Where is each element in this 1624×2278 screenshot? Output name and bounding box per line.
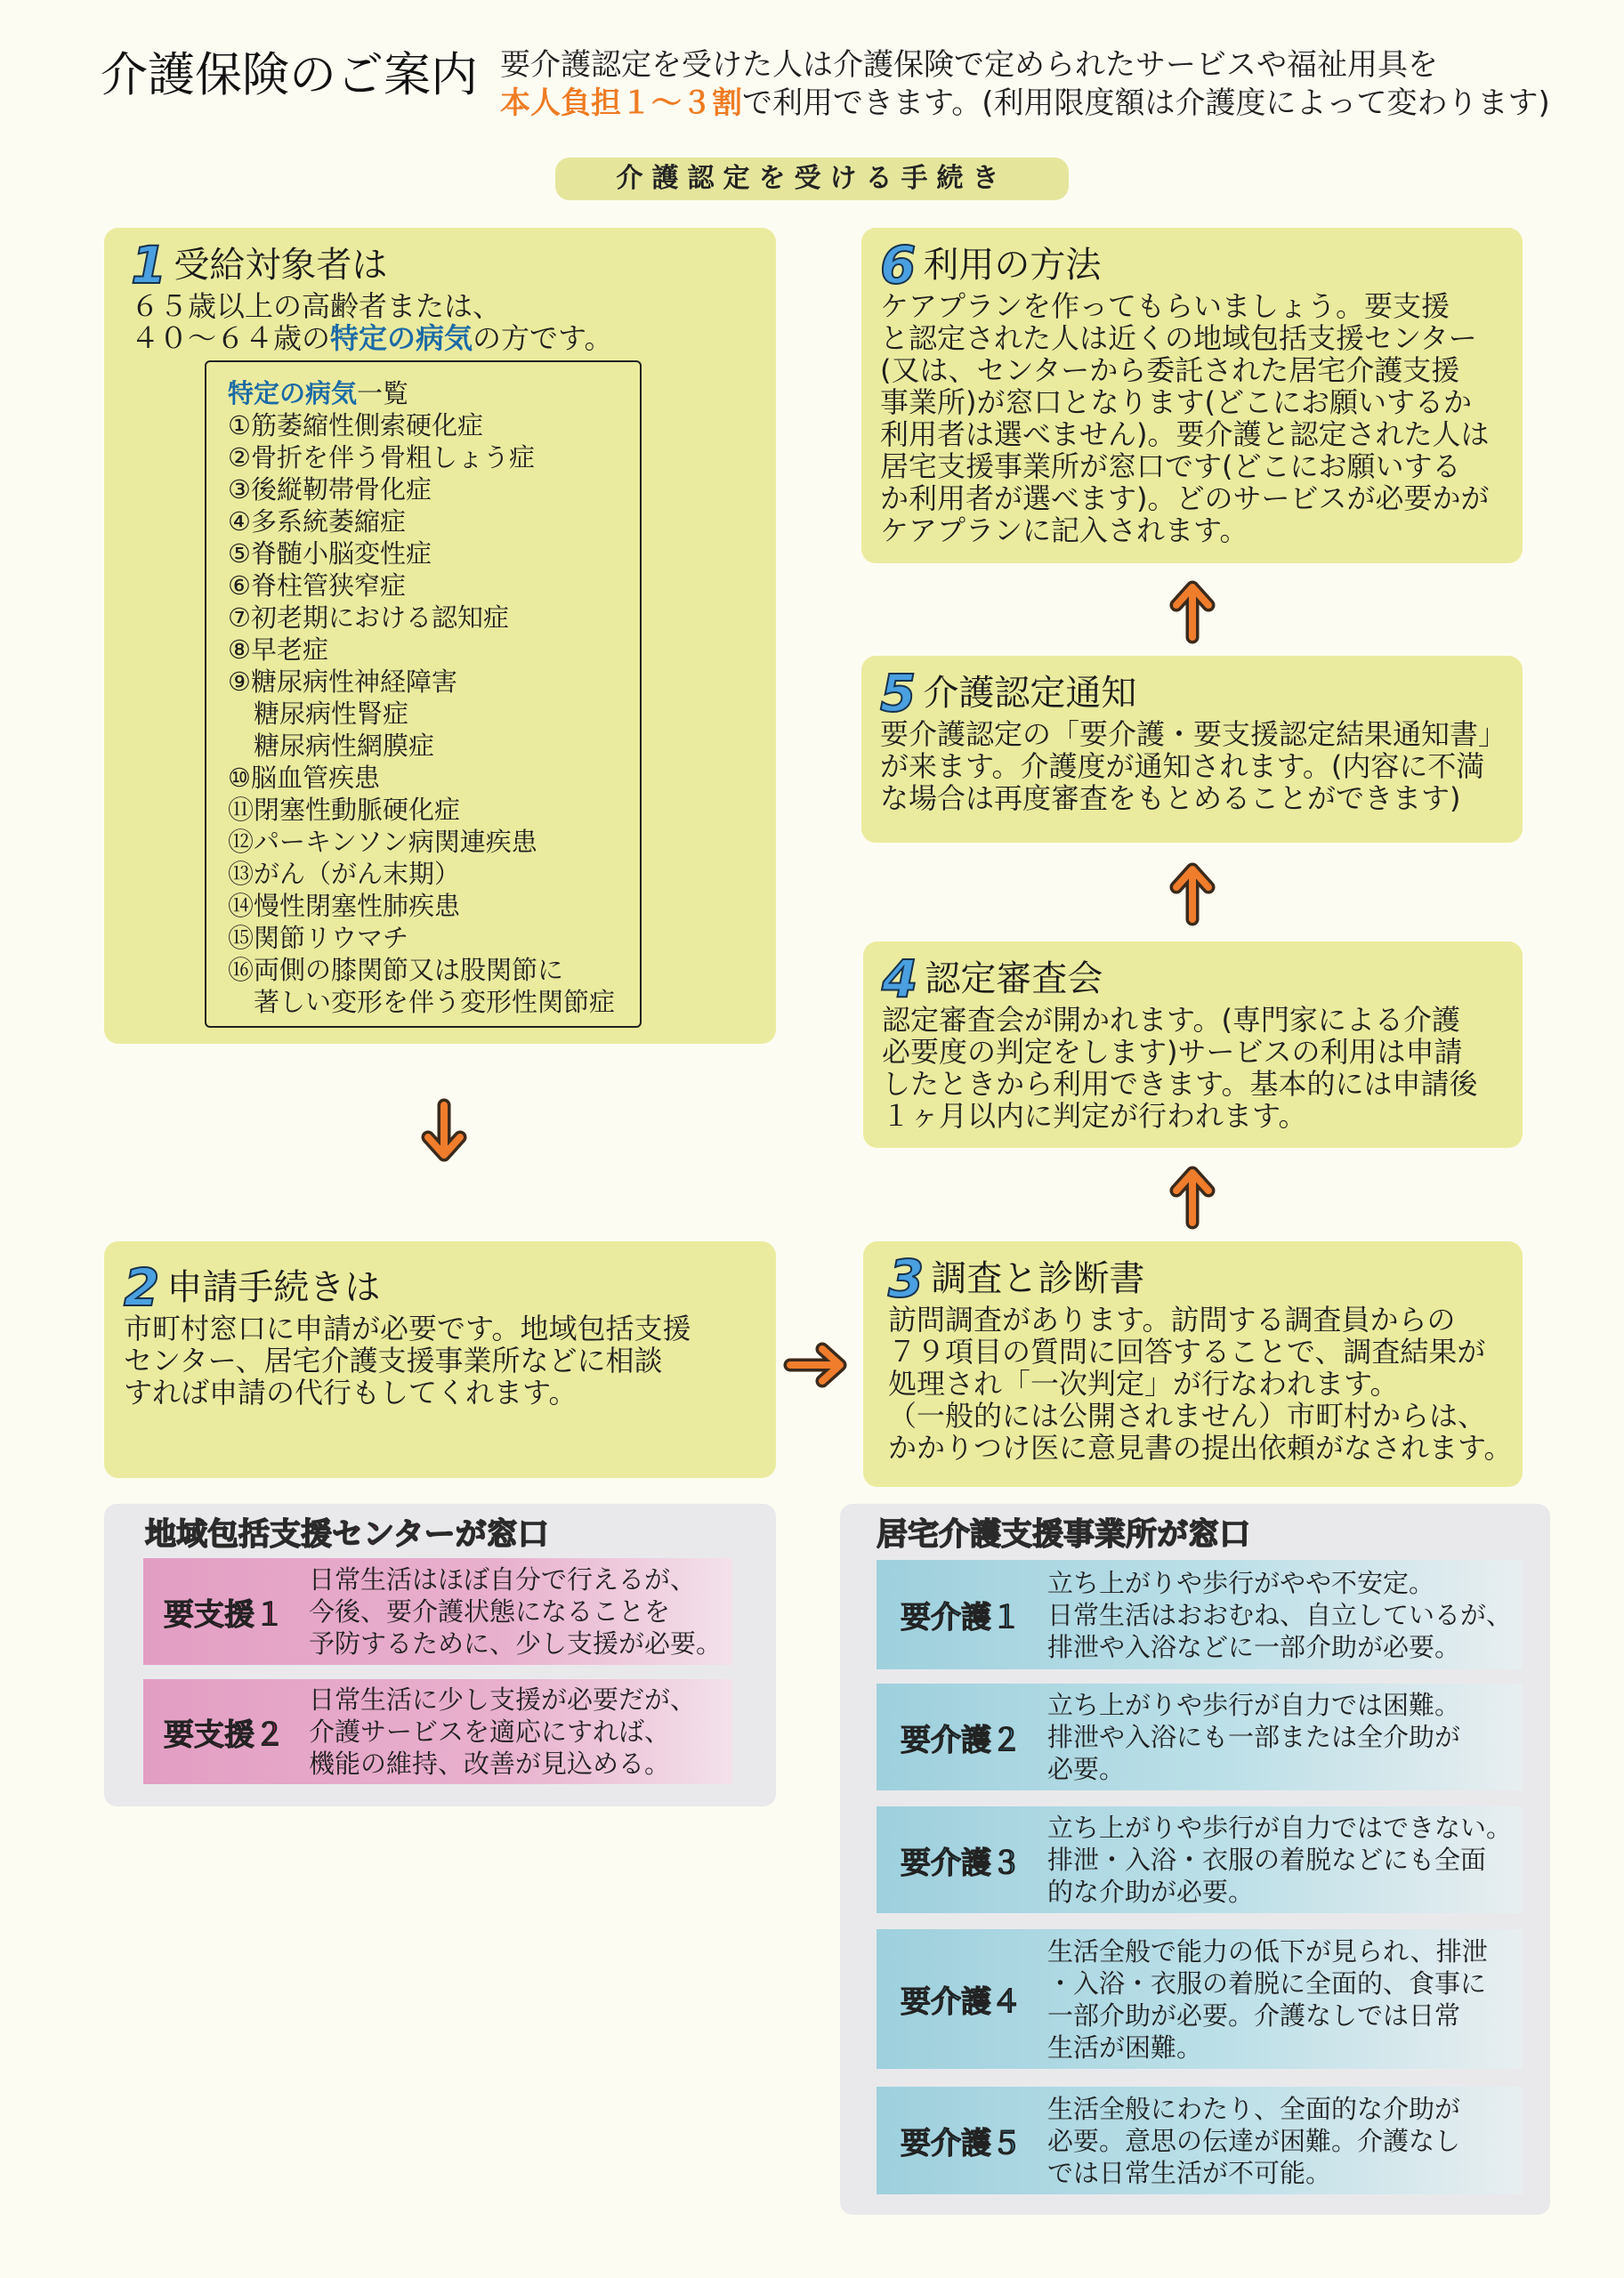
level-row-support-1 (143, 1558, 732, 1665)
list-item-continuation: 糖尿病性腎症 (254, 699, 409, 729)
level-description (1047, 1689, 1460, 1785)
level-description-line: ・入浴・衣服の着脱に全面的、食事に (1047, 1967, 1487, 1999)
level-description-line: 日常生活に少し支援が必要だが、 (309, 1684, 697, 1715)
page-title: 介護保険のご案内 (101, 48, 478, 102)
step-title: 利用の方法 (923, 245, 1102, 286)
level-description-line: 必要。意思の伝達が困難。介護なし (1047, 2125, 1461, 2156)
step-body-line: すれば申請の代行もしてくれます。 (124, 1376, 578, 1410)
level-label: 要介護５ (901, 2126, 1022, 2161)
step-body (131, 290, 760, 354)
level-description-line: 排泄・入浴・衣服の着脱などにも全面 (1047, 1845, 1487, 1875)
level-description (1047, 2093, 1460, 2189)
step-body-line (131, 322, 760, 354)
list-item-text: ①筋萎縮性側索硬化症 (228, 410, 483, 440)
step-4-review-board (863, 941, 1523, 1148)
level-description (1047, 1935, 1488, 2064)
step-body-line: ６５歳以上の高齢者または、 (131, 289, 502, 323)
step-heading (880, 663, 1507, 723)
level-description-line: 日常生活はおおむね、自立しているが、 (1047, 1599, 1513, 1630)
step-body-line: ケアプランを作ってもらいましょう。要支援 (880, 289, 1450, 323)
list-item-text: ⑨糖尿病性神経障害 (228, 666, 457, 697)
list-item-continuation: 著しい変形を伴う変形性関節症 (254, 987, 616, 1017)
step-body (888, 1303, 1513, 1465)
care-office-panel (840, 1504, 1550, 2215)
level-description-line: 機能の維持、改善が見込める。 (309, 1749, 671, 1779)
level-label: 要介護４ (901, 1984, 1022, 2020)
level-description-line: 予防するために、少し支援が必要。 (309, 1628, 723, 1659)
intro-line-2-rest: で利用できます。(利用限度額は介護度によって変わります) (742, 85, 1550, 121)
step-body-line: 事業所)が窓口となります(どこにお願いするか (880, 385, 1472, 419)
level-row-care-3 (877, 1806, 1523, 1913)
level-description-line: 生活全般にわたり、全面的な介助が (1047, 2093, 1461, 2124)
disease-list-title-rest: 一覧 (357, 378, 409, 408)
step-3-survey-and-diagnosis (863, 1241, 1523, 1487)
step-body-line: (又は、センターから委託された居宅介護支援 (880, 353, 1460, 387)
list-item (228, 602, 631, 634)
level-description-line: 排泄や入浴などに一部介助が必要。 (1047, 1631, 1461, 1662)
list-item (228, 858, 631, 890)
step-title: 申請手続きは (166, 1267, 381, 1308)
list-item-text: ⑤脊髄小脳変性症 (228, 538, 432, 569)
step-body-line: 居宅支援事業所が窓口です(どこにお願いする (880, 449, 1461, 483)
step-body-line: センター、居宅介護支援事業所などに相談 (124, 1344, 663, 1377)
disease-list-title-highlight: 特定の病気 (228, 378, 358, 408)
level-description-line: 生活が困難。 (1047, 2032, 1203, 2063)
list-item-text: ⑬がん（がん末期） (228, 859, 461, 889)
specified-disease-list (205, 360, 642, 1028)
step-heading (882, 949, 1507, 1009)
step-title: 受給対象者は (174, 245, 388, 286)
level-description-line: 生活全般で能力の低下が見られ、排泄 (1047, 1935, 1488, 1967)
step-body-line: したときから利用できます。基本的には申請後 (882, 1067, 1478, 1101)
level-row-care-5 (877, 2087, 1523, 2194)
list-item (228, 537, 631, 570)
step-6-how-to-use (861, 228, 1523, 563)
list-item (228, 826, 631, 858)
arrow-right-icon (781, 1338, 852, 1392)
list-item (228, 634, 631, 666)
list-item-text: ⑫パーキンソン病関連疾患 (228, 827, 537, 857)
level-label: 要支援１ (164, 1596, 285, 1633)
panel-title: 居宅介護支援事業所が窓口 (877, 1517, 1251, 1553)
level-description-line: 立ち上がりや歩行が自力ではできない。 (1047, 1813, 1513, 1843)
level-description-line: 立ち上がりや歩行が自力では困難。 (1047, 1690, 1461, 1720)
step-number-badge: 6 (880, 235, 917, 295)
step-title: 介護認定通知 (923, 673, 1137, 714)
list-item-text: ⑦初老期における認知症 (228, 602, 509, 633)
list-item (228, 794, 631, 826)
step-heading (888, 1248, 1507, 1309)
level-label: 要介護１ (901, 1600, 1022, 1636)
cost-share-highlight: 本人負担１～３割 (500, 85, 742, 121)
level-description-line: 日常生活はほぼ自分で行えるが、 (309, 1564, 697, 1595)
step-body-line: かかりつけ医に意見書の提出依頼がなされます。 (888, 1431, 1513, 1465)
list-item-text: ⑯両側の膝関節又は股関節に (228, 955, 564, 985)
line-suffix: の方です。 (473, 321, 613, 355)
step-number-badge: 4 (882, 949, 918, 1009)
step-body-line: 認定審査会が開かれます。(専門家による介護 (882, 1003, 1460, 1037)
step-body-line: ケアプランに記入されます。 (880, 513, 1248, 547)
level-label: 要支援２ (164, 1717, 285, 1753)
step-body (880, 290, 1507, 546)
level-description-line: 必要。 (1047, 1754, 1126, 1784)
list-item-text: ⑥脊柱管狭窄症 (228, 570, 406, 601)
list-item-text: ②骨折を伴う骨粗しょう症 (228, 442, 535, 473)
step-body-line: 利用者は選べません)。要介護と認定された人は (880, 417, 1490, 451)
level-row-care-1 (877, 1560, 1523, 1669)
step-number-badge: 5 (880, 663, 917, 723)
list-item (228, 666, 631, 762)
step-heading (131, 235, 760, 295)
list-item-text: ⑪閉塞性動脈硬化症 (228, 795, 461, 825)
disease-list-title (228, 377, 631, 409)
level-label: 要介護２ (901, 1722, 1022, 1758)
step-title: 調査と診断書 (931, 1258, 1145, 1299)
step-number-badge: 3 (888, 1248, 925, 1309)
list-item-continuation: 糖尿病性網膜症 (254, 731, 435, 761)
step-body-line: と認定された人は近くの地域包括支援センター (880, 321, 1477, 355)
level-description-line: 排泄や入浴にも一部または全介助が (1047, 1722, 1461, 1752)
intro-line-1: 要介護認定を受けた人は介護保険で定められたサービスや福祉用具を (500, 47, 1438, 83)
level-label: 要介護３ (901, 1845, 1022, 1881)
step-body-line: １ヶ月以内に判定が行われます。 (882, 1099, 1307, 1133)
arrow-up-icon (1166, 857, 1219, 928)
step-2-application (104, 1241, 776, 1478)
list-item (228, 890, 631, 922)
step-5-certification-notice (861, 656, 1523, 843)
step-body-line: な場合は再度審査をもとめることができます) (880, 781, 1461, 815)
step-body-line: 必要度の判定をします)サービスの利用は申請 (882, 1035, 1463, 1069)
list-item (228, 762, 631, 794)
arrow-up-icon (1166, 1160, 1219, 1232)
level-description (1047, 1567, 1512, 1663)
age-range-text: ４０～６４歳の (131, 321, 331, 355)
panel-title: 地域包括支援センターが窓口 (145, 1517, 549, 1553)
step-body (124, 1313, 760, 1409)
step-heading (124, 1257, 760, 1318)
step-number-badge: 1 (131, 235, 167, 295)
intro-text (500, 46, 1550, 123)
arrow-up-icon (1166, 575, 1219, 646)
step-body-line: （一般的には公開されません）市町村からは、 (888, 1399, 1487, 1433)
list-item (228, 954, 631, 1018)
list-item (228, 473, 631, 505)
level-description (1047, 1812, 1512, 1908)
step-body-line: 処理され「一次判定」が行なわれます。 (888, 1367, 1399, 1401)
step-number-badge: 2 (124, 1257, 160, 1318)
step-1-eligibility (104, 228, 776, 1044)
step-body-line: が来ます。介護度が通知されます。(内容に不満 (880, 749, 1485, 783)
support-center-panel (104, 1504, 776, 1806)
list-item-text: ⑭慢性閉塞性肺疾患 (228, 891, 461, 921)
list-item (228, 922, 631, 954)
step-body-line: か利用者が選べます)。どのサービスが必要かが (880, 481, 1490, 515)
step-heading (880, 235, 1507, 295)
step-title: 認定審査会 (925, 958, 1103, 999)
level-description-line: 一部介助が必要。介護なしでは日常 (1047, 1999, 1461, 2031)
procedure-banner: 介護認定を受ける手続き (555, 158, 1069, 200)
level-description-line: 今後、要介護状態になることを (309, 1596, 671, 1627)
level-description-line: 立ち上がりや歩行がやや不安定。 (1047, 1567, 1435, 1598)
list-item (228, 441, 631, 473)
step-body-line: ７９項目の質問に回答することで、調査結果が (888, 1335, 1486, 1369)
arrow-down-icon (417, 1096, 471, 1167)
step-body-line: 市町村窓口に申請が必要です。地域包括支援 (124, 1312, 691, 1345)
specified-disease-highlight: 特定の病気 (330, 321, 473, 355)
level-description-line: 的な介助が必要。 (1047, 1877, 1255, 1907)
step-body (880, 718, 1507, 814)
level-row-care-4 (877, 1929, 1523, 2069)
list-item-text: ④多系統萎縮症 (228, 506, 406, 537)
level-row-support-2 (143, 1679, 732, 1784)
list-item (228, 409, 631, 441)
step-body (882, 1004, 1507, 1132)
list-item-text: ③後縦靭帯骨化症 (228, 474, 432, 505)
list-item-text: ⑧早老症 (228, 634, 328, 665)
list-item (228, 505, 631, 537)
step-body-line: 訪問調査があります。訪問する調査員からの (888, 1303, 1456, 1337)
step-body-line: 要介護認定の「要介護・要支援認定結果通知書」 (880, 717, 1507, 751)
level-description (309, 1563, 722, 1660)
level-row-care-2 (877, 1684, 1523, 1790)
level-description-line: では日常生活が不可能。 (1047, 2157, 1332, 2188)
list-item-text: ⑩脳血管疾患 (228, 763, 380, 793)
list-item-text: ⑮関節リウマチ (228, 923, 409, 953)
list-item (228, 570, 631, 602)
level-description-line: 介護サービスを適応にすれば、 (309, 1717, 671, 1747)
intro-line-2 (500, 85, 1550, 123)
level-description (309, 1684, 696, 1780)
